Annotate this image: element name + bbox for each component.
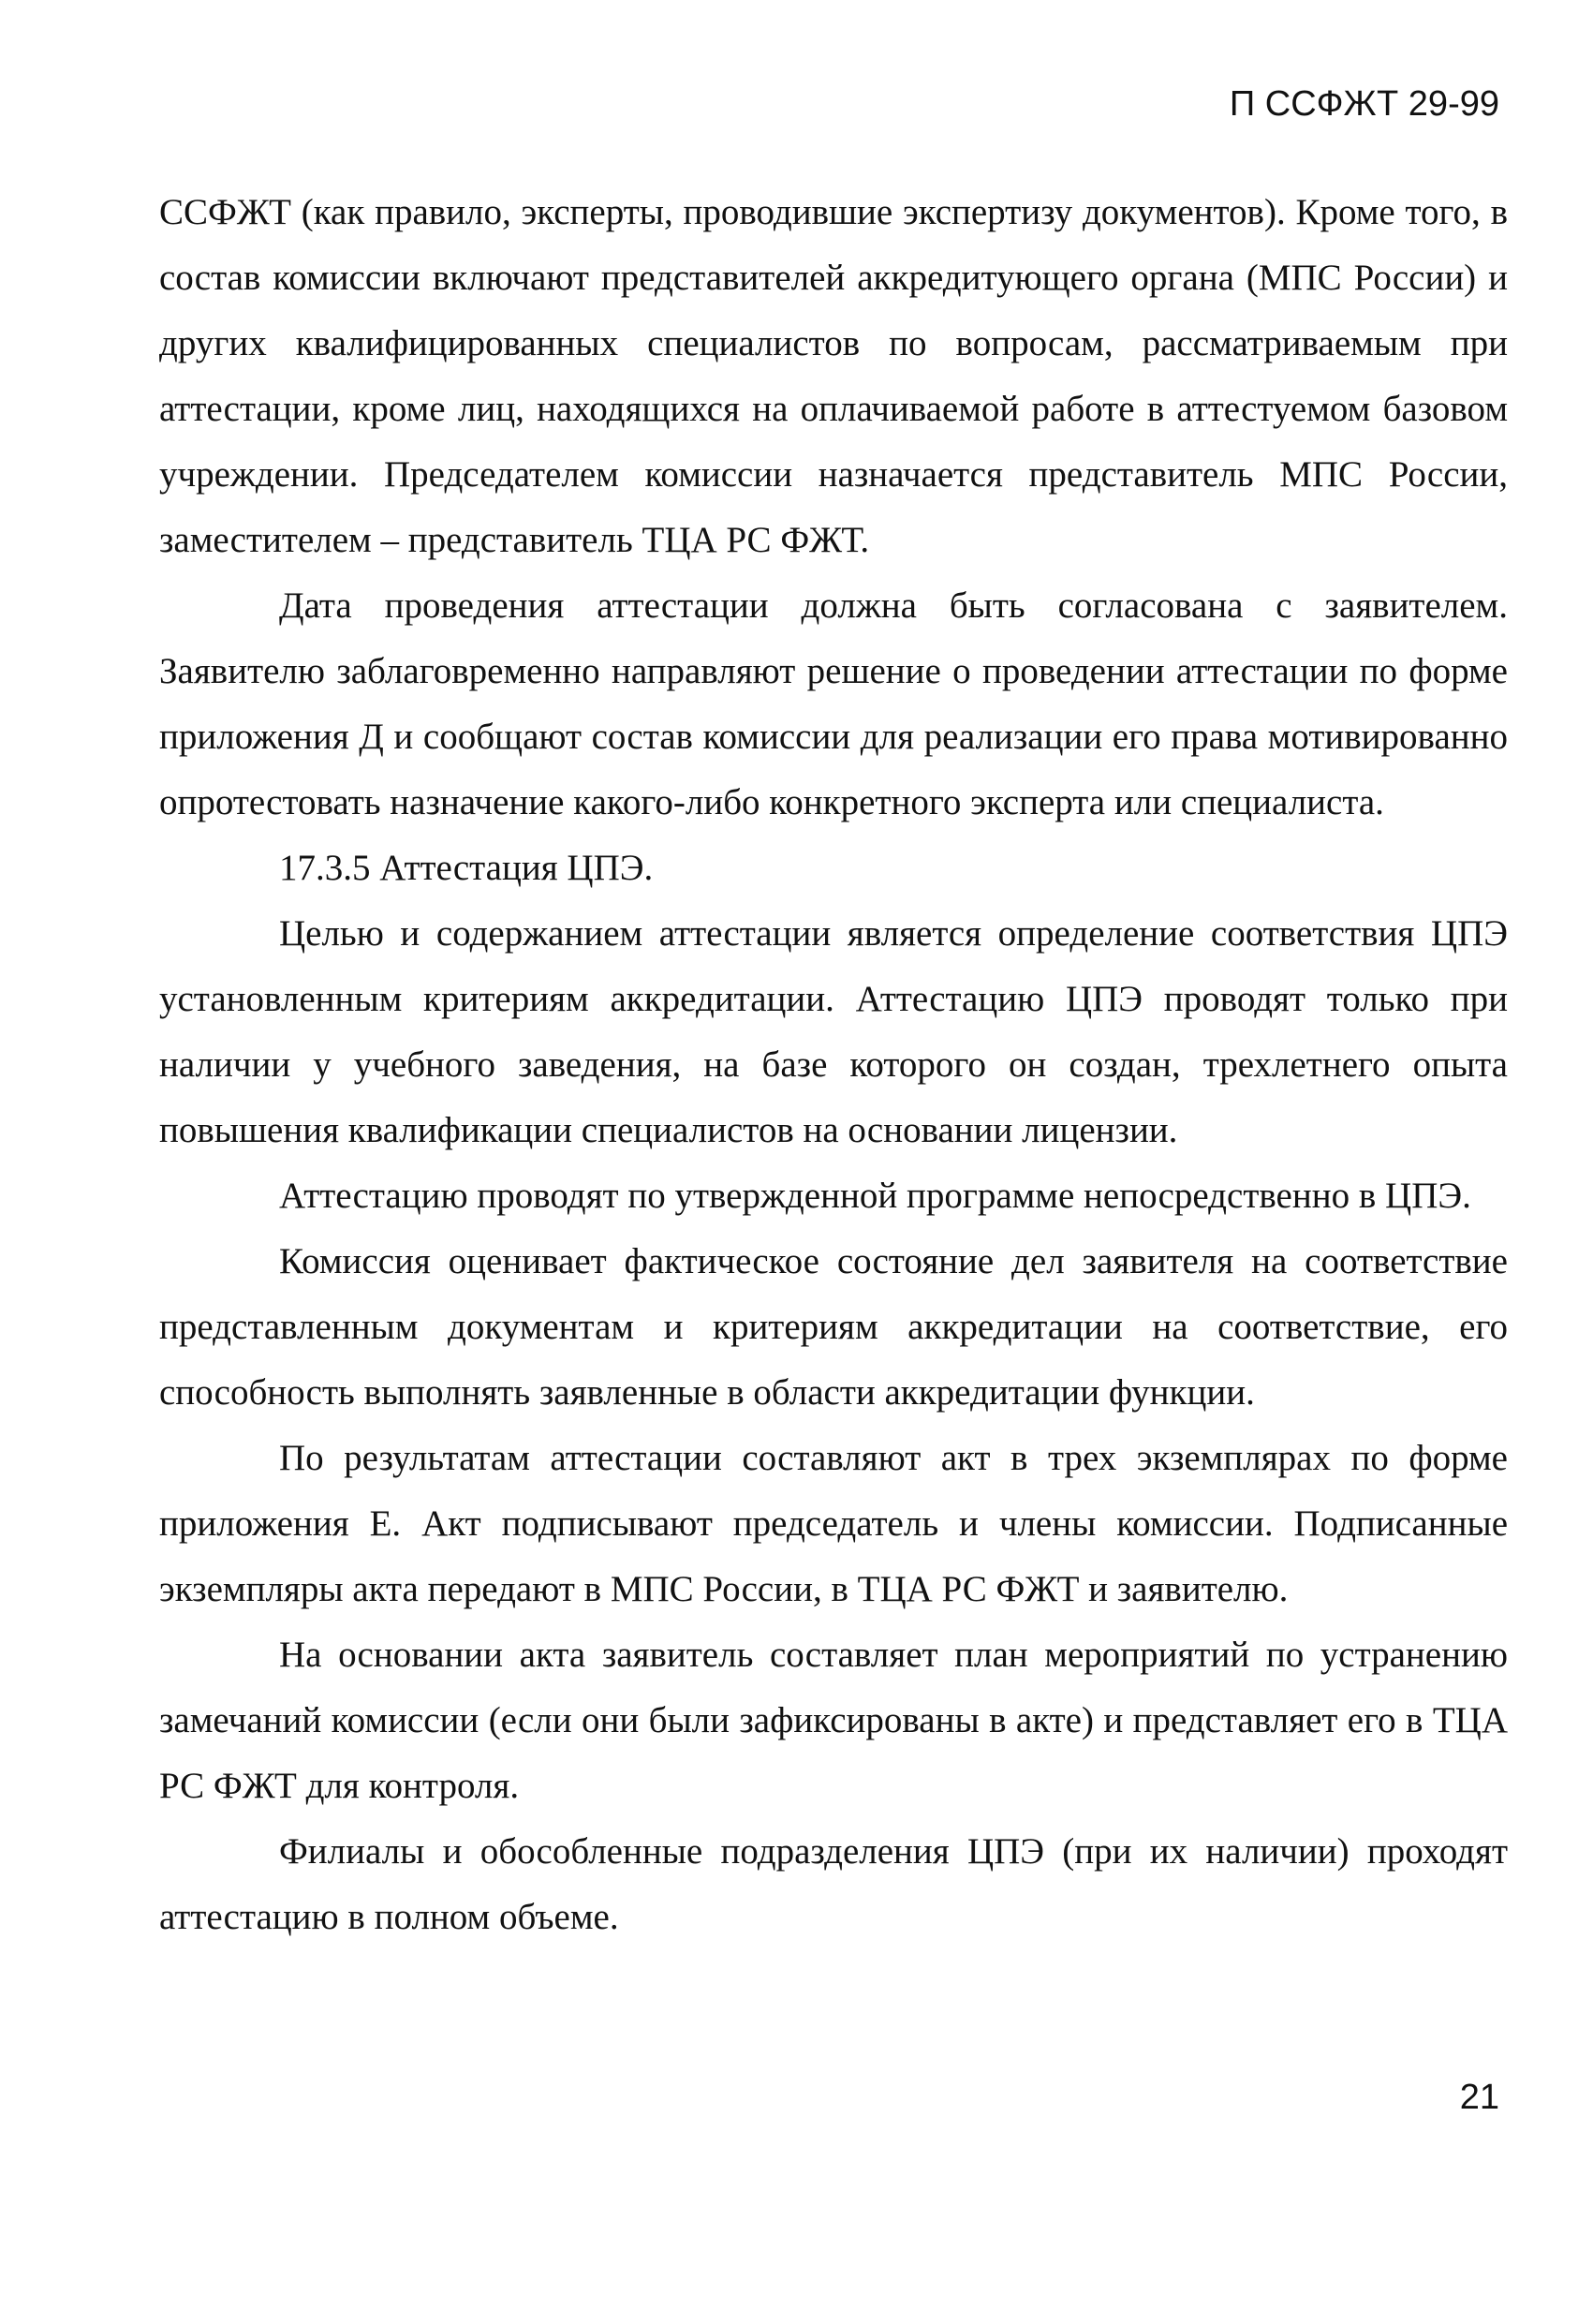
document-code: П ССФЖТ 29-99 [1229,84,1499,124]
paragraph-attestation-program: Аттестацию проводят по утвержденной программе непосредственно в ЦПЭ. [279,1176,1471,1216]
section-heading-17-3-5: 17.3.5 Аттестация ЦПЭ. [279,848,654,888]
paragraph-action-plan: На основании акта заявитель составляет план мероприятий по устранению замечаний комиссии (если они были зафиксированы в акте) и представляет его в ТЦА РС ФЖТ для контроля. [159,1635,1508,1806]
paragraph-commission-composition: ССФЖТ (как правило, эксперты, проводившие экспертизу документов). Кроме того, в состав комиссии включают представителей аккредитующего органа (МПС России) и других квалифицированных специалистов по вопросам, рассматриваемым при аттестации, кроме лиц, находящихся на оплачиваемой работе в аттестуемом базовом учреждении. Председателем комиссии назначается представитель МПС России, заместителем – представитель ТЦА РС ФЖТ. [159,192,1508,560]
paragraph-attestation-act: По результатам аттестации составляют акт в трех экземплярах по форме приложения Е. Акт подписывают председатель и члены комиссии. Подписанные экземпляры акта передают в МПС России, в ТЦА РС ФЖТ и заявителю. [159,1438,1508,1609]
page-number: 21 [1459,2078,1499,2117]
paragraph-attestation-date: Дата проведения аттестации должна быть согласована с заявителем. Заявителю заблаговременно направляют решение о проведении аттестации по форме приложения Д и сообщают состав комиссии для реализации его права мотивированно опротестовать назначение какого-либо конкретного эксперта или специалиста. [159,585,1508,822]
paragraph-commission-evaluation: Комиссия оценивает фактическое состояние дел заявителя на соответствие представленным документам и критериям аккредитации на соответствие, его способность выполнять заявленные в области аккредитации функции. [159,1241,1508,1413]
paragraph-attestation-goal: Целью и содержанием аттестации является определение соответствия ЦПЭ установленным критериям аккредитации. Аттестацию ЦПЭ проводят только при наличии у учебного заведения, на базе которого он создан, трехлетнего опыта повышения квалификации специалистов на основании лицензии. [159,913,1508,1150]
document-body [159,180,1508,1950]
paragraph-branches: Филиалы и обособленные подразделения ЦПЭ (при их наличии) проходят аттестацию в полном объеме. [159,1831,1508,1937]
